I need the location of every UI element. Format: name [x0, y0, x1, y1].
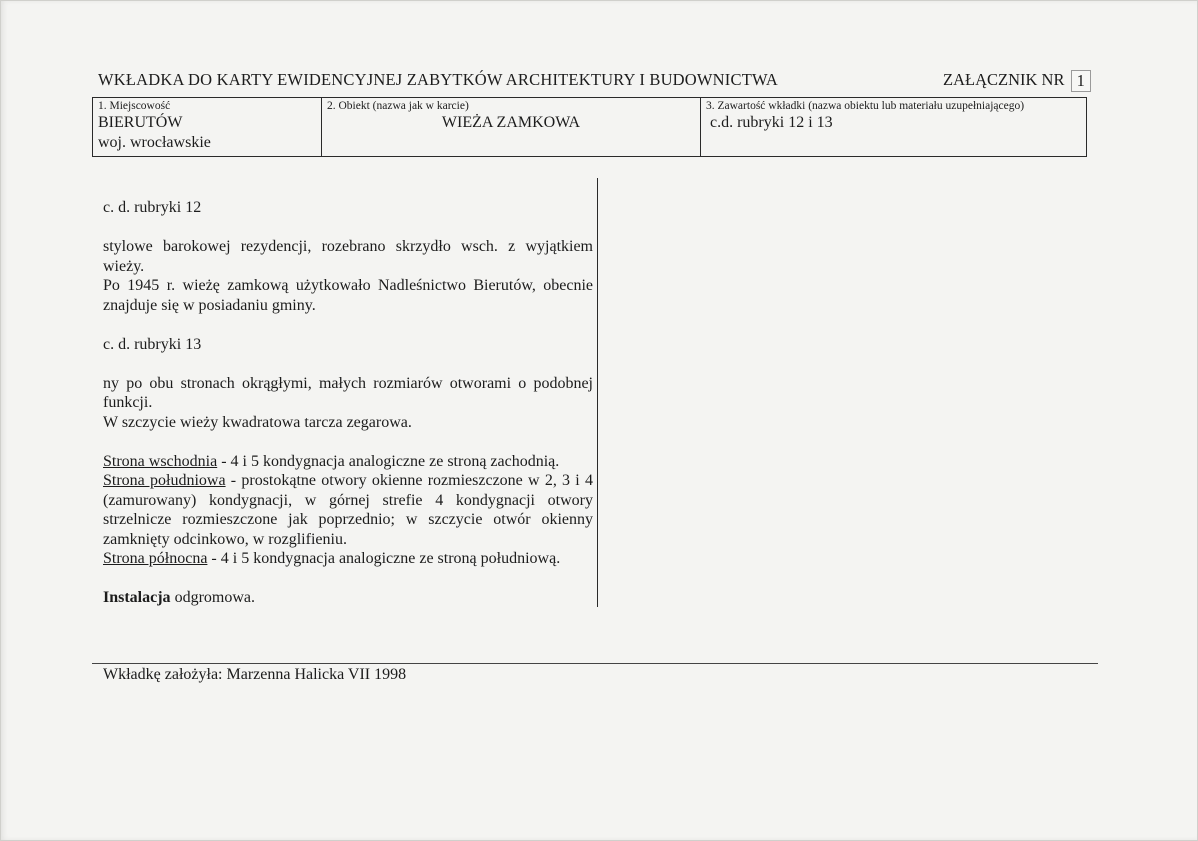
east-side-text: - 4 i 5 kondygnacja analogiczne ze stroną zachodnią.	[217, 452, 560, 470]
footer-created-by: Wkładkę założyła: Marzenna Halicka VII 1998	[103, 666, 407, 683]
section-13-paragraph-1: ny po obu stronach okrągłymi, małych rozmiarów otworami o podobnej funkcji.	[103, 374, 593, 411]
north-side-paragraph	[103, 549, 593, 569]
object-cell	[322, 98, 701, 156]
object-value: WIEŻA ZAMKOWA	[441, 114, 581, 131]
east-side-paragraph	[103, 452, 593, 472]
installation-label: Instalacja	[103, 589, 171, 606]
installation-text: odgromowa.	[170, 589, 255, 606]
south-side-text: - prostokątne otwory okienne rozmieszczone w 2, 3 i 4 (zamurowany) kondygnacji, w górnej strefie 4 kondygnacji otwory strzelnicze rozmieszczone jak poprzednio; w szczycie otwór okienny zamknięty odcinkowo, w rozglifieniu.	[103, 472, 593, 548]
installation-paragraph	[103, 588, 593, 608]
annex-label: ZAŁĄCZNIK NR	[943, 70, 1065, 89]
section-13-heading: c. d. rubryki 13	[103, 335, 202, 353]
content-cell	[701, 98, 1086, 156]
south-side-label: Strona południowa	[103, 472, 226, 489]
column-divider	[597, 178, 598, 607]
east-side-label: Strona wschodnia	[103, 452, 218, 470]
locality-cell	[93, 98, 322, 156]
section-13-paragraph-2: W szczycie wieży kwadratowa tarcza zegarowa.	[103, 413, 412, 431]
section-12-paragraph-1: stylowe barokowej rezydencji, rozebrano skrzydło wsch. z wyjątkiem wieży.	[103, 238, 593, 275]
south-side-paragraph	[103, 471, 593, 549]
info-table	[92, 97, 1087, 157]
locality-label: 1. Miejscowość	[98, 100, 171, 112]
annex-number-box: 1	[1071, 70, 1091, 92]
object-label: 2. Obiekt (nazwa jak w karcie)	[327, 100, 469, 112]
annex-number	[943, 70, 1091, 92]
section-12-heading: c. d. rubryki 12	[103, 199, 202, 216]
document-body	[103, 198, 593, 608]
locality-value: BIERUTÓW	[98, 114, 183, 131]
form-title: WKŁADKA DO KARTY EWIDENCYJNEJ ZABYTKÓW ARCHITEKTURY I BUDOWNICTWA	[98, 70, 779, 89]
content-value: c.d. rubryki 12 i 13	[710, 114, 833, 131]
north-side-label: Strona północna	[103, 550, 208, 567]
footer-divider	[92, 663, 1098, 664]
section-12-paragraph-2: Po 1945 r. wieżę zamkową użytkowało Nadleśnictwo Bierutów, obecnie znajduje się w posiadaniu gminy.	[103, 277, 593, 314]
north-side-text: - 4 i 5 kondygnacja analogiczne ze stroną południową.	[207, 550, 561, 567]
content-label: 3. Zawartość wkładki (nazwa obiektu lub materiału uzupełniającego)	[706, 100, 1025, 112]
locality-region: woj. wrocławskie	[98, 134, 211, 151]
